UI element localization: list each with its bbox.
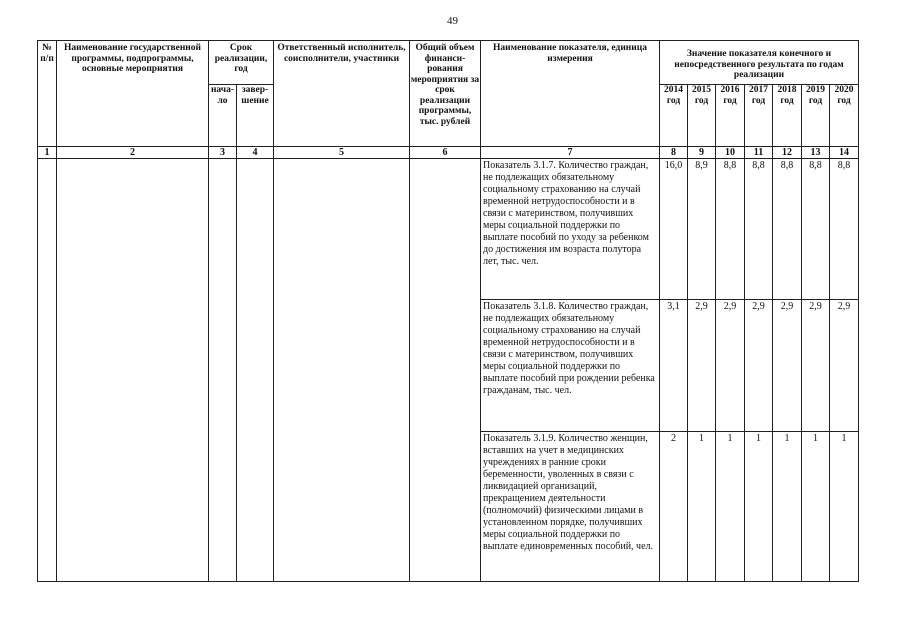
header-year: 2014 год xyxy=(660,85,688,147)
empty-cell xyxy=(237,159,274,582)
column-number: 2 xyxy=(57,147,209,159)
value-cell: 8,9 xyxy=(688,159,716,300)
value-cell: 1 xyxy=(688,432,716,582)
column-number: 4 xyxy=(237,147,274,159)
value-cell: 2 xyxy=(660,432,688,582)
header-program-name: Наименование государственной программы, подпрограммы, основные мероприятия xyxy=(57,41,209,147)
header-year: 2018 год xyxy=(773,85,802,147)
value-cell: 2,9 xyxy=(688,300,716,432)
indicator-cell: Показатель 3.1.8. Количество граждан, не подлежащих обязательному социальному страхованию на случай временной нетрудоспособности и в связи с материнством, получивших меры социальной поддержки по выплате пособий при рождении ребенка гражданам, тыс. чел. xyxy=(481,300,660,432)
value-cell: 2,9 xyxy=(830,300,859,432)
header-year: 2016 год xyxy=(716,85,745,147)
header-values: Значение показателя конечного и непосредственного результата по годам реализации xyxy=(660,41,859,85)
header-indicator: Наименование показателя, единица измерения xyxy=(481,41,660,147)
column-number: 7 xyxy=(481,147,660,159)
empty-cell xyxy=(57,159,209,582)
value-cell: 3,1 xyxy=(660,300,688,432)
header-funding-volume: Общий объем финанси-рования мероприятия за срок реализации программы, тыс. рублей xyxy=(410,41,481,147)
value-cell: 8,8 xyxy=(745,159,773,300)
value-cell: 1 xyxy=(716,432,745,582)
value-cell: 1 xyxy=(773,432,802,582)
value-cell: 8,8 xyxy=(802,159,830,300)
empty-cell xyxy=(410,159,481,582)
empty-cell xyxy=(209,159,237,582)
column-number: 9 xyxy=(688,147,716,159)
value-cell: 1 xyxy=(802,432,830,582)
value-cell: 16,0 xyxy=(660,159,688,300)
value-cell: 8,8 xyxy=(716,159,745,300)
value-cell: 1 xyxy=(830,432,859,582)
value-cell: 1 xyxy=(745,432,773,582)
header-period: Срок реализации, год xyxy=(209,41,274,85)
empty-cell xyxy=(38,159,57,582)
indicator-cell: Показатель 3.1.7. Количество граждан, не подлежащих обязательному социальному страхованию на случай временной нетрудоспособности и в связи с материнством, получивших меры социальной поддержки по выплате пособий по уходу за ребенком до достижения им возраста полутора лет, тыс. чел. xyxy=(481,159,660,300)
column-number: 6 xyxy=(410,147,481,159)
value-cell: 8,8 xyxy=(830,159,859,300)
column-number: 14 xyxy=(830,147,859,159)
header-year: 2015 год xyxy=(688,85,716,147)
program-table xyxy=(37,40,859,582)
header-year: 2020 год xyxy=(830,85,859,147)
page-number: 49 xyxy=(447,15,458,27)
column-number: 3 xyxy=(209,147,237,159)
value-cell: 2,9 xyxy=(802,300,830,432)
column-number: 10 xyxy=(716,147,745,159)
column-number: 8 xyxy=(660,147,688,159)
indicator-cell: Показатель 3.1.9. Количество женщин, вставших на учет в медицинских учреждениях в ранние сроки беременности, уволенных в связи с ликвидацией организаций, прекращением деятельности (полномочий) физическими лицами в установленном порядке, получивших меры социальной поддержки по выплате единовременных пособий, чел. xyxy=(481,432,660,582)
header-year: 2017 год xyxy=(745,85,773,147)
value-cell: 8,8 xyxy=(773,159,802,300)
header-number: № п/п xyxy=(38,41,57,147)
column-number: 11 xyxy=(745,147,773,159)
column-number: 1 xyxy=(38,147,57,159)
value-cell: 2,9 xyxy=(773,300,802,432)
column-number: 13 xyxy=(802,147,830,159)
column-number: 5 xyxy=(274,147,410,159)
header-year: 2019 год xyxy=(802,85,830,147)
header-start: нача-ло xyxy=(209,85,237,147)
header-end: завер-шение xyxy=(237,85,274,147)
empty-cell xyxy=(274,159,410,582)
value-cell: 2,9 xyxy=(716,300,745,432)
header-executor: Ответственный исполнитель, соисполнители, участники xyxy=(274,41,410,147)
value-cell: 2,9 xyxy=(745,300,773,432)
column-number: 12 xyxy=(773,147,802,159)
